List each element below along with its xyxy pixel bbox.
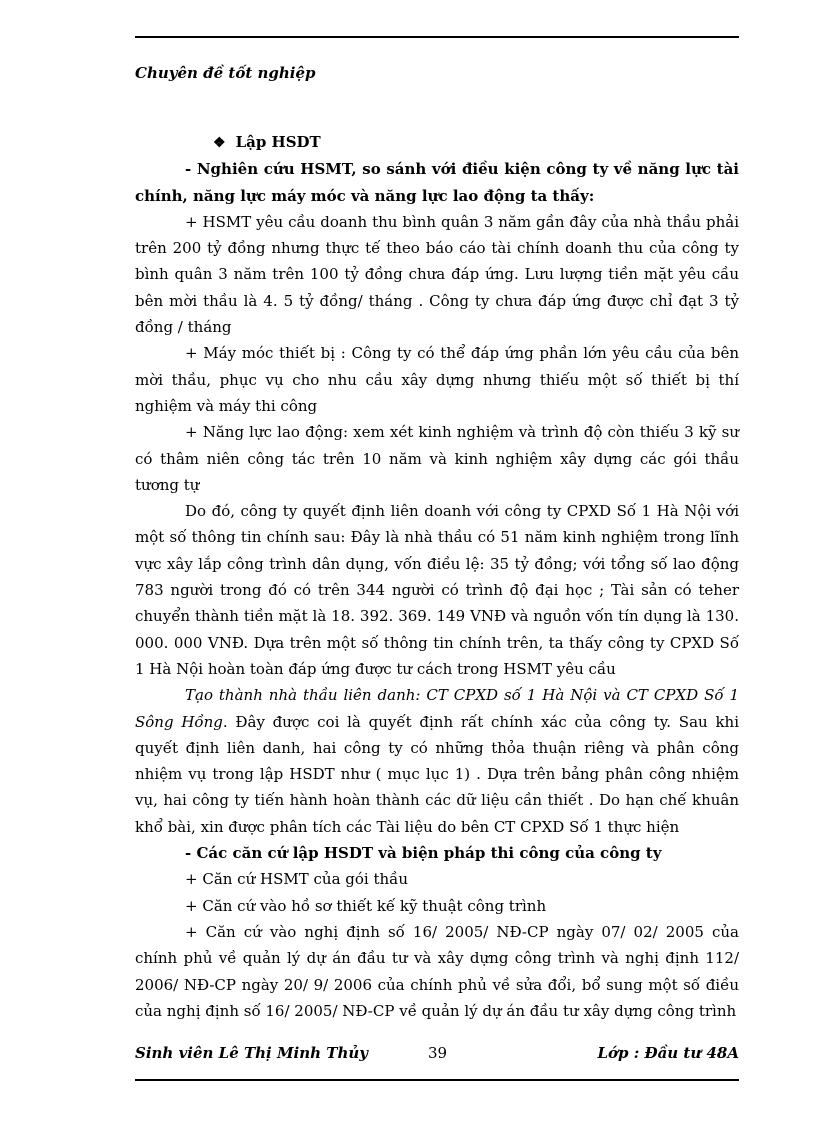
paragraph [135,682,739,840]
paragraph: + Máy móc thiết bị : Công ty có thể đáp ứng phần lớn yêu cầu của bên mời thầu, phục vụ cho nhu cầu xây dựng nhưng thiếu một số thiết bị thí nghiệm và máy thi công [135,344,739,415]
paragraph: - Nghiên cứu HSMT, so sánh với điều kiện công ty về năng lực tài chính, năng lực máy móc và năng lực lao động ta thấy: [135,160,739,205]
paragraph-rest: . Đây được coi là quyết định rất chính xác của công ty. Sau khi quyết định liên danh, hai công ty có những thỏa thuận riêng và phân công nhiệm vụ trong lập HSDT như ( mục lục 1) . Dựa trên bảng phân công nhiệm vụ, hai công ty tiến hành hoàn thành các dữ liệu cần thiết . Do hạn chế khuân khổ bài, xin được phân tích các Tài liệu do bên CT CPXD Số 1 thực hiện [135,712,740,836]
section-heading [213,129,739,156]
paragraph: + Căn cứ vào nghị định số 16/ 2005/ NĐ-CP ngày 07/ 02/ 2005 của chính phủ về quản lý dự án đầu tư và xây dựng công trình và nghị định 112/ 2006/ NĐ-CP ngày 20/ 9/ 2006 của chính phủ về sửa đổi, bổ sung một số điều của nghị định số 16/ 2005/ NĐ-CP về quản lý dự án đầu tư xây dựng công trình [135,922,739,1020]
paragraph: + Căn cứ HSMT của gói thầu [185,870,409,889]
page-number: 39 [428,1044,448,1062]
paragraph: + HSMT yêu cầu doanh thu bình quân 3 năm gần đây của nhà thầu phải trên 200 tỷ đồng nhưng thực tế theo báo cáo tài chính doanh thu của công ty bình quân 3 năm trên 100 tỷ đồng chưa đáp ứng. Lưu lượng tiền mặt yêu cầu bên mời thầu là 4. 5 tỷ đồng/ tháng . Công ty chưa đáp ứng được chỉ đạt 3 tỷ đồng / tháng [135,212,739,337]
page-header-title: Chuyên đề tốt nghiệp [135,64,316,82]
paragraph: Do đó, công ty quyết định liên doanh với công ty CPXD Số 1 Hà Nội với một số thông tin chính sau: Đây là nhà thầu có 51 năm kinh nghiệm trong lĩnh vực xây lắp công trình dân dụng, vốn điều lệ: 35 tỷ đồng; với tổng số lao động 783 người trong đó có trên 344 người có trình độ đại học ; Tài sản có teher chuyển thành tiền mặt là 18. 392. 369. 149 VNĐ và nguồn vốn tín dụng là 130. 000. 000 VNĐ. Dựa trên một số thông tin chính trên, ta thấy công ty CPXD Số 1 Hà Nội hoàn toàn đáp ứng được tư cách trong HSMT yêu cầu [135,502,739,678]
subheading: - Các căn cứ lập HSDT và biện pháp thi công của công ty [185,844,662,863]
paragraph: + Căn cứ vào hồ sơ thiết kế kỹ thuật công trình [185,896,547,915]
footer-rule [135,1079,739,1081]
page-body [135,129,739,1024]
header-rule [135,36,739,38]
footer-student: Sinh viên Lê Thị Minh Thủy [135,1044,368,1062]
italic-phrase: Tạo thành nhà thầu liên danh: CT CPXD số 1 Hà Nội và CT CPXD Số 1 Sông Hồng [135,686,739,731]
section-heading-text: Lập HSDT [235,133,321,151]
diamond-bullet-icon: ❖ [213,135,226,151]
paragraph: + Năng lực lao động: xem xét kinh nghiệm và trình độ còn thiếu 3 kỹ sư có thâm niên công tác trên 10 năm và kinh nghiệm xây dựng các gói thầu tương tự [135,423,739,494]
footer-class: Lớp : Đầu tư 48A [597,1044,739,1062]
page-footer [135,1044,739,1068]
